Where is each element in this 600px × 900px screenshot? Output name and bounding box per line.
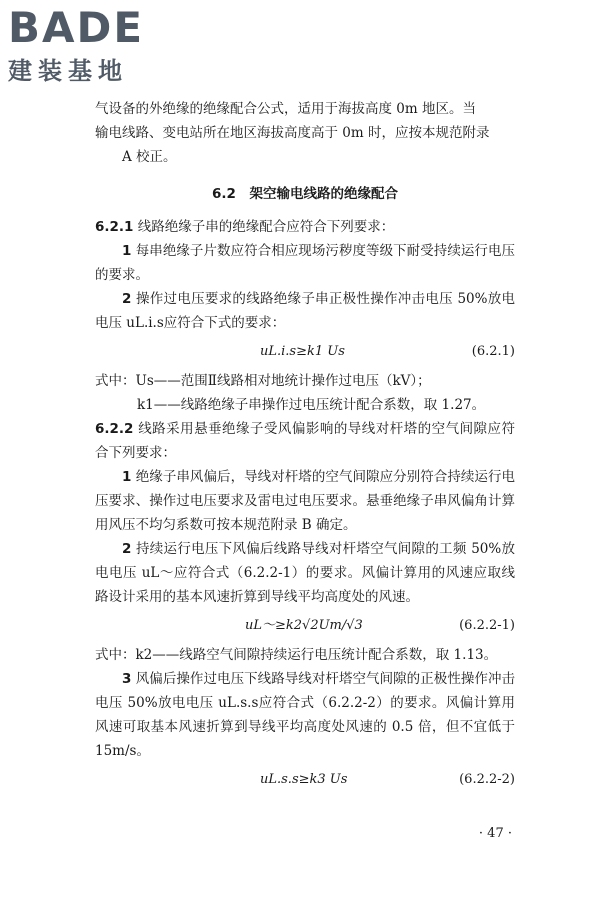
text-line: 输电线路、变电站所在地区海拔高度高于 0m 时，应按本规范附录 xyxy=(95,125,490,141)
item-1 xyxy=(95,239,515,287)
clause-number: 6.2.1 xyxy=(95,219,134,235)
logo-brand-text: BADE xyxy=(8,3,145,52)
definition-line: k1——线路绝缘子串操作过电压统计配合系数，取 1.27。 xyxy=(137,397,486,413)
item-text: 绝缘子串风偏后，导线对杆塔的空气间隙应分别符合持续运行电压要求、操作过电压要求及雷电过电压要求。悬垂绝缘子串风偏角计算用风压不均匀系数可按本规范附录 B 确定。 xyxy=(95,469,515,533)
item-number: 3 xyxy=(122,671,132,687)
clause-text: 线路采用悬垂绝缘子受风偏影响的导线对杆塔的空气间隙应符合下列要求： xyxy=(95,421,515,461)
item-number: 1 xyxy=(122,469,132,485)
item-number: 1 xyxy=(122,243,132,259)
formula-expression: uL.s.s≥k3 Us xyxy=(260,772,348,787)
item-text: 持续运行电压下风偏后线路导线对杆塔空气间隙的工频 50%放电电压 uL～应符合式（6.2.2-1）的要求。风偏计算用的风速应取线路设计采用的基本风速折算到导线平均高度处的风速。 xyxy=(95,541,516,605)
item-2 xyxy=(95,537,515,609)
item-1 xyxy=(95,465,515,537)
clause-text: 线路绝缘子串的绝缘配合应符合下列要求： xyxy=(137,219,395,235)
item-text: 操作过电压要求的线路绝缘子串正极性操作冲击电压 50%放电电压 uL.i.s应符合下式的要求： xyxy=(95,291,516,331)
clause-6-2-1 xyxy=(95,215,515,239)
clause-6-2-2 xyxy=(95,417,515,465)
formula-number: (6.2.2-1) xyxy=(459,618,515,633)
formula-6-2-2-2 xyxy=(95,767,515,793)
definition-line: 式中：k2——线路空气间隙持续运行电压统计配合系数，取 1.13。 xyxy=(95,647,498,663)
item-text: 风偏后操作过电压下线路导线对杆塔空气间隙的正极性操作冲击电压 50%放电电压 uL.s.s应符合式（6.2.2-2）的要求。风偏计算用风速可取基本风速折算到导线平均高度处风速的 0.5 倍，但不宜低于 15m/s。 xyxy=(95,671,515,759)
text-line: 气设备的外绝缘的绝缘配合公式，适用于海拔高度 0m 地区。当 xyxy=(95,101,476,117)
formula-number: (6.2.2-2) xyxy=(459,772,515,787)
item-text: 每串绝缘子片数应符合相应现场污秽度等级下耐受持续运行电压的要求。 xyxy=(95,243,515,283)
document-body xyxy=(95,97,515,797)
formula-expression: uL.i.s≥k1 Us xyxy=(260,344,345,359)
page-number: · 47 · xyxy=(478,826,512,841)
text-line: A 校正。 xyxy=(122,149,177,165)
definition-line: 式中：Us——范围Ⅱ线路相对地统计操作过电压（kV）； xyxy=(95,373,431,389)
brand-logo xyxy=(8,3,208,96)
item-number: 2 xyxy=(122,541,132,557)
formula-number: (6.2.1) xyxy=(471,344,515,359)
section-title: 6.2 架空输电线路的绝缘配合 xyxy=(212,186,398,202)
item-number: 2 xyxy=(122,291,132,307)
formula-6-2-2-1 xyxy=(95,613,515,639)
logo-subtitle: 建装基地 xyxy=(8,57,128,85)
clause-number: 6.2.2 xyxy=(95,421,134,437)
item-3 xyxy=(95,667,515,763)
formula-6-2-1 xyxy=(95,339,515,365)
formula-expression: uL～≥k2√2Um/√3 xyxy=(245,618,363,633)
item-2 xyxy=(95,287,515,335)
